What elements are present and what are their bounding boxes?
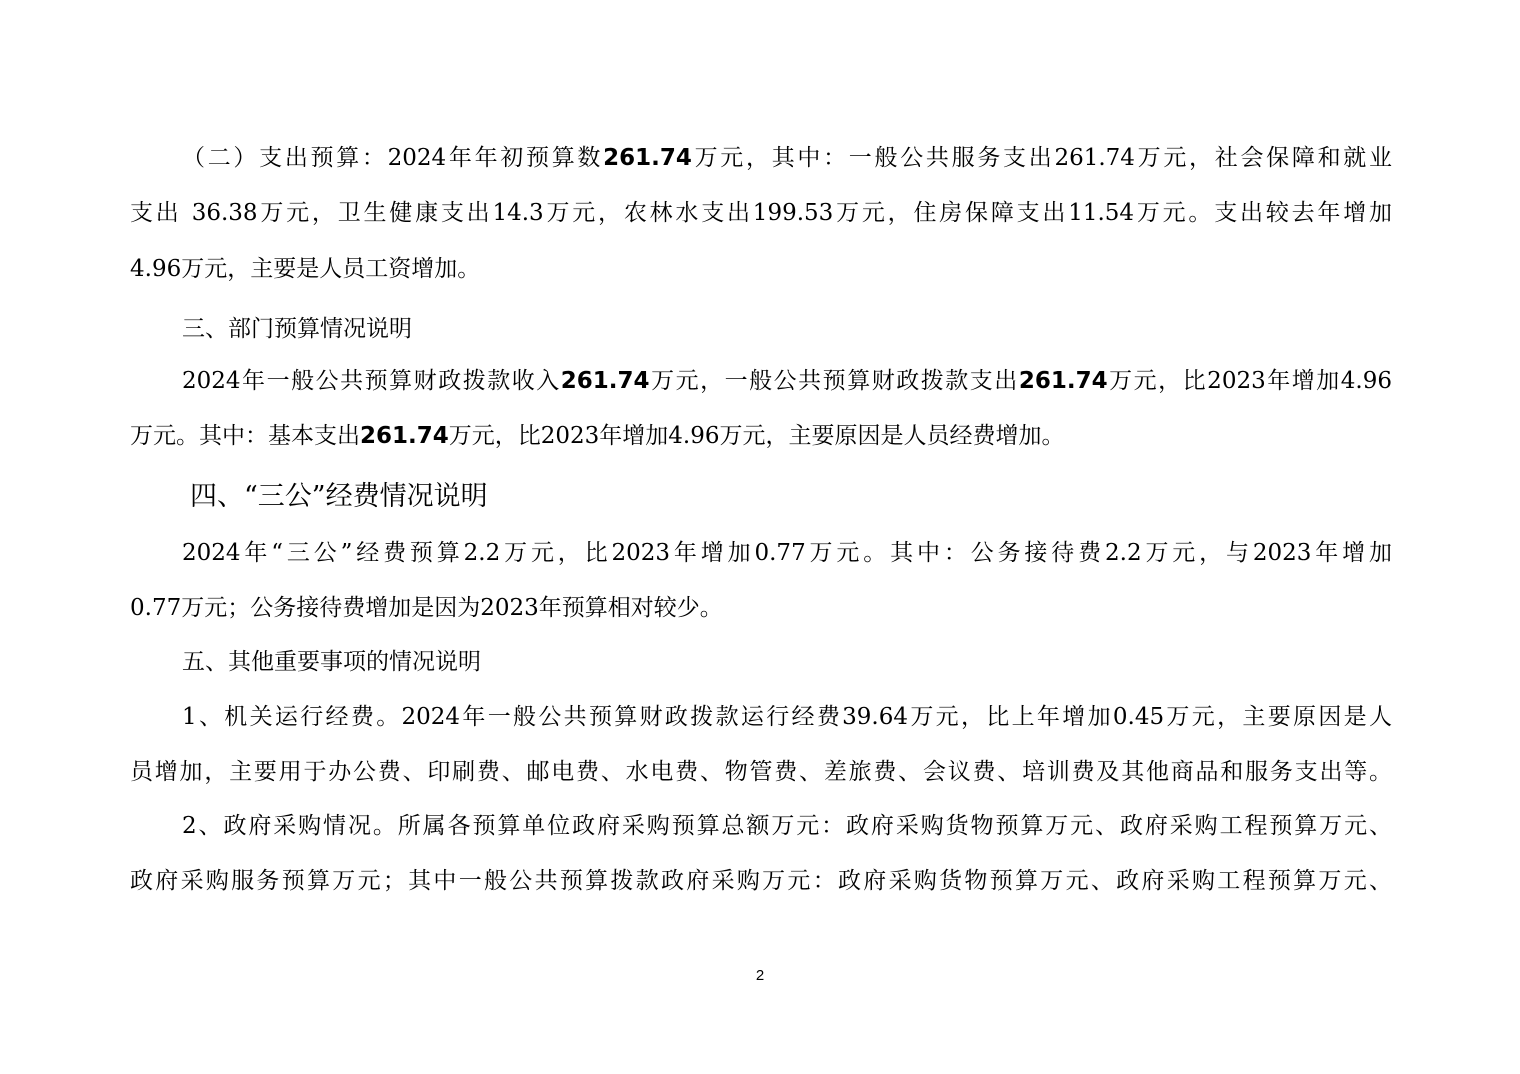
section-4-line-1: 2024年“三公”经费预算2.2万元，比2023年增加0.77万元。其中：公务接待费2.2万元，与2023年增加 — [182, 540, 1392, 566]
expense-paragraph-line-3: 4.96万元，主要是人员工资增加。 — [130, 256, 481, 282]
revenue-value: 261.74 — [560, 368, 650, 394]
section-5-item-2-line-2: 政府采购服务预算万元；其中一般公共预算拨款政府采购万元：政府采购货物预算万元、政府采购工程预算万元、 — [130, 868, 1392, 894]
page-number: 2 — [755, 967, 765, 984]
basic-expenditure-value: 261.74 — [360, 423, 449, 449]
expense-total-value: 261.74 — [603, 145, 692, 171]
section-5-item-1-line-2: 员增加，主要用于办公费、印刷费、邮电费、水电费、物管费、差旅费、会议费、培训费及其他商品和服务支出等。 — [130, 759, 1392, 785]
section-3-line-1: 2024年一般公共预算财政拨款收入261.74万元，一般公共预算财政拨款支出261.74万元，比2023年增加4.96 — [182, 368, 1392, 394]
section-3-heading: 三、部门预算情况说明 — [182, 316, 412, 342]
section-4-heading: 四、“三公”经费情况说明 — [190, 481, 488, 512]
section-5-item-2-line-1: 2、政府采购情况。所属各预算单位政府采购预算总额万元：政府采购货物预算万元、政府采购工程预算万元、 — [182, 813, 1392, 839]
section-5-item-1-line-1: 1、机关运行经费。2024年一般公共预算财政拨款运行经费39.64万元，比上年增加0.45万元，主要原因是人 — [182, 704, 1392, 730]
section-5-heading: 五、其他重要事项的情况说明 — [182, 649, 481, 675]
expense-paragraph-line-1: （二）支出预算：2024年年初预算数261.74万元，其中：一般公共服务支出261.74万元，社会保障和就业 — [182, 145, 1392, 171]
expense-paragraph-line-2: 支出 36.38万元，卫生健康支出14.3万元，农林水支出199.53万元，住房保障支出11.54万元。支出较去年增加 — [130, 200, 1392, 226]
expenditure-value: 261.74 — [1018, 368, 1108, 394]
section-4-line-2: 0.77万元；公务接待费增加是因为2023年预算相对较少。 — [130, 595, 723, 621]
section-3-line-2: 万元。其中：基本支出261.74万元，比2023年增加4.96万元，主要原因是人员经费增加。 — [130, 423, 1065, 449]
